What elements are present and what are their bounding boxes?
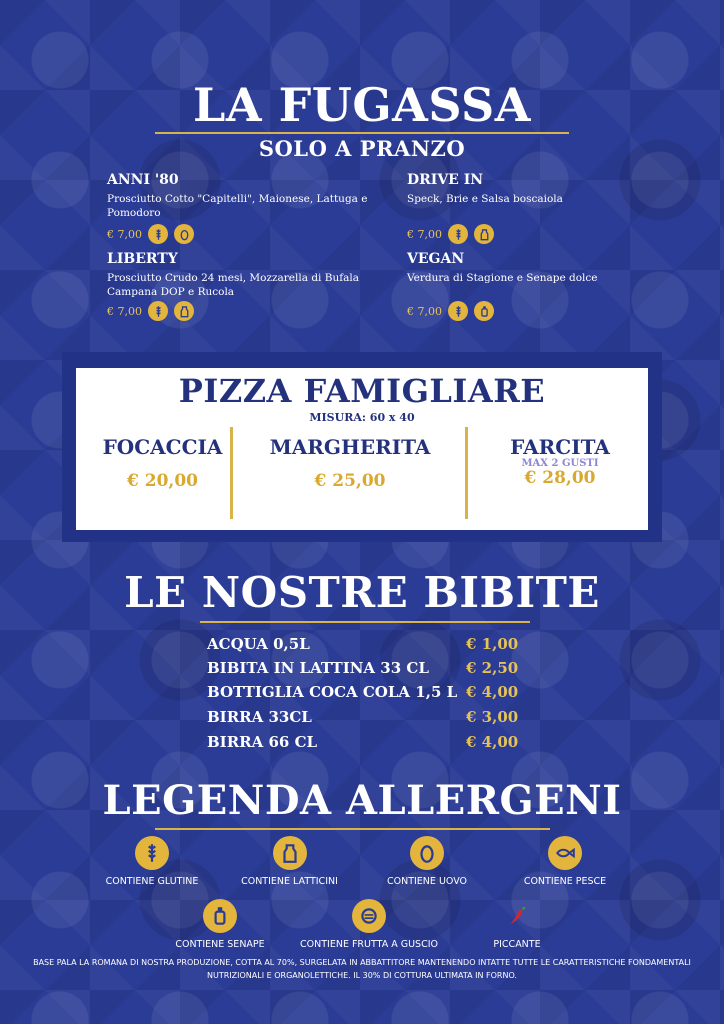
legend-item (462, 899, 572, 950)
legend-item (222, 836, 357, 887)
pizza-option-note: MAX 2 GUSTI (521, 458, 599, 469)
pizza-option-name: FOCACCIA (102, 435, 223, 459)
wheat-icon (148, 224, 168, 244)
milk-icon (174, 301, 194, 321)
legend-label: CONTIENE UOVO (386, 876, 468, 887)
item-name: ANNI '80 (107, 172, 179, 188)
legend-label: CONTIENE SENAPE (175, 939, 265, 950)
drink-name: BIRRA 33CL (207, 708, 312, 726)
item-name: LIBERTY (107, 251, 178, 267)
fugassa-item (107, 172, 392, 244)
item-price: € 7,00 (107, 227, 142, 241)
pizza-option (250, 435, 450, 491)
pizza-title: PIZZA FAMIGLIARE (178, 372, 546, 410)
drinks-underline (200, 621, 530, 623)
pizza-option-price: € 25,00 (314, 471, 386, 491)
fugassa-underline (155, 132, 569, 134)
drink-price: € 2,50 (466, 659, 519, 677)
item-name: VEGAN (407, 251, 465, 267)
legend-item (367, 836, 487, 887)
legend-item (160, 899, 280, 950)
legend-item (284, 899, 454, 950)
legend-label: PICCANTE (493, 939, 541, 950)
item-description: Speck, Brie e Salsa boscaiola (407, 193, 563, 205)
pizza-size: MISURA: 60 x 40 (309, 411, 415, 424)
legend-label: CONTIENE GLUTINE (105, 876, 199, 887)
fugassa-title: LA FUGASSA (193, 78, 531, 132)
item-description: Verdura di Stagione e Senape dolce (407, 272, 598, 284)
drink-price: € 4,00 (466, 683, 519, 701)
wheat-icon (135, 836, 169, 870)
drink-price: € 4,00 (466, 733, 519, 751)
pizza-option-name: FARCITA (510, 435, 610, 459)
legend-item (92, 836, 212, 887)
item-description: Prosciutto Crudo 24 mesi, Mozzarella di Bufala Campana DOP e Rucola (107, 272, 359, 298)
pizza-option-name: MARGHERITA (269, 435, 431, 459)
pizza-option (490, 435, 630, 488)
mustard-icon (203, 899, 237, 933)
wheat-icon (448, 301, 468, 321)
milk-icon (474, 224, 494, 244)
mustard-icon (474, 301, 494, 321)
fugassa-item (407, 251, 637, 321)
wheat-icon (148, 301, 168, 321)
pizza-option-price: € 20,00 (127, 471, 198, 491)
fugassa-subtitle: SOLO A PRANZO (258, 136, 466, 161)
drink-name: BIRRA 66 CL (207, 733, 318, 751)
legend-label: CONTIENE FRUTTA A GUSCIO (300, 939, 438, 950)
pizza-option (100, 435, 225, 491)
fugassa-item (407, 172, 637, 244)
pizza-option-price: € 28,00 (524, 468, 596, 488)
drinks-title: LE NOSTRE BIBITE (124, 568, 600, 617)
nut-icon (352, 899, 386, 933)
legend-item (505, 836, 625, 887)
chili-icon (500, 899, 534, 933)
drink-name: ACQUA 0,5L (207, 635, 310, 653)
legend-underline (155, 828, 550, 830)
item-description: Prosciutto Cotto "Capitelli", Maionese, Lattuga e Pomodoro (107, 193, 368, 219)
egg-icon (174, 224, 194, 244)
item-price: € 7,00 (407, 227, 442, 241)
legend-label: CONTIENE PESCE (523, 876, 607, 887)
legend-title: LEGENDA ALLERGENI (102, 777, 622, 824)
drink-price: € 1,00 (466, 635, 519, 653)
milk-icon (273, 836, 307, 870)
item-price: € 7,00 (407, 304, 442, 318)
pizza-divider (465, 427, 468, 519)
drink-name: BOTTIGLIA COCA COLA 1,5 L (207, 683, 458, 701)
legend-label: CONTIENE LATTICINI (241, 876, 338, 887)
item-name: DRIVE IN (407, 172, 484, 188)
wheat-icon (448, 224, 468, 244)
pizza-divider (230, 427, 233, 519)
egg-icon (410, 836, 444, 870)
drink-price: € 3,00 (466, 708, 519, 726)
item-price: € 7,00 (107, 304, 142, 318)
fish-icon (548, 836, 582, 870)
legend-footnote: BASE PALA LA ROMANA DI NOSTRA PRODUZIONE, COTTA AL 70%, SURGELATA IN ABBATTITORE MANTENENDO INTATTE TUTTE LE CARATTERISTICHE FONDAMENTALI NUTRIZIONALI E ORGANOLETTICHE. IL 30% DI COTTURA ULTIMATA IN FORNO. (33, 958, 691, 980)
drink-name: BIBITA IN LATTINA 33 CL (207, 659, 429, 677)
fugassa-item (107, 251, 392, 321)
